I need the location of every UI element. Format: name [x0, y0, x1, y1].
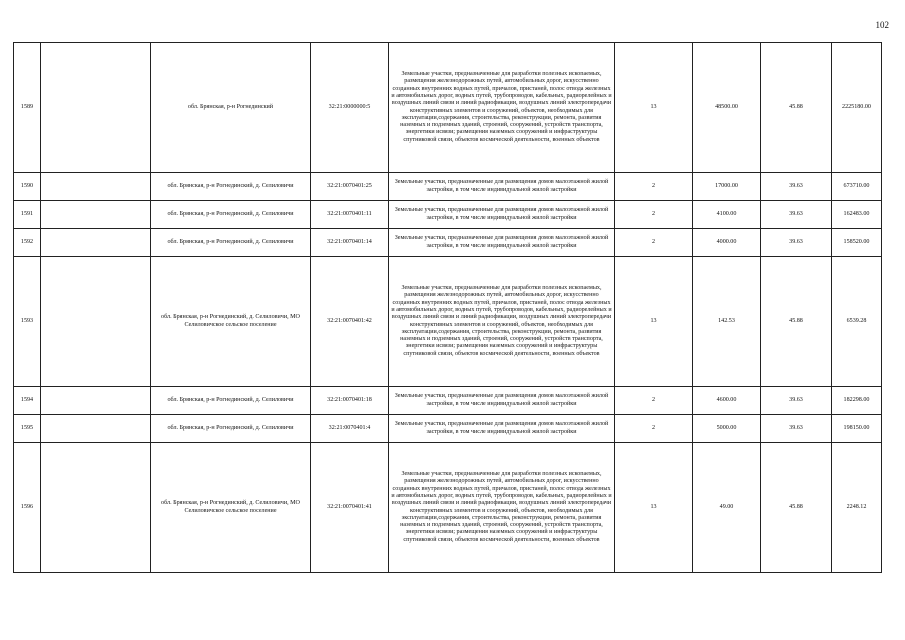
table-row: [14, 43, 882, 173]
land-use-description-cell: Земельные участки, предназначенные для размещения домов малоэтажной жилой застройки, в том числе индивидуальной жилой застройки: [389, 201, 615, 229]
table-row: [14, 229, 882, 257]
rate-cell: 39.63: [761, 173, 832, 201]
category-cell: 2: [615, 201, 693, 229]
address-cell: обл. Брянская, р-н Рогнединский, д. Селиловичи, МО Селиловичское сельское поселение: [151, 257, 311, 387]
empty-cell: [41, 415, 151, 443]
rate-cell: 45.88: [761, 443, 832, 573]
cadastral-number-cell: 32:21:0070401:25: [311, 173, 389, 201]
land-use-description-cell: Земельные участки, предназначенные для размещения домов малоэтажной жилой застройки, в том числе индивидуальной жилой застройки: [389, 173, 615, 201]
land-use-description-cell: Земельные участки, предназначенные для размещения домов малоэтажной жилой застройки, в том числе индивидуальной жилой застройки: [389, 229, 615, 257]
cadastral-value-cell: 158520.00: [832, 229, 882, 257]
table-row: [14, 443, 882, 573]
cadastral-value-cell: 6539.28: [832, 257, 882, 387]
row-number-cell: 1590: [14, 173, 41, 201]
area-cell: 17000.00: [693, 173, 761, 201]
cadastral-value-cell: 2225180.00: [832, 43, 882, 173]
empty-cell: [41, 443, 151, 573]
address-cell: обл. Брянская, р-н Рогнединский, д. Селиловичи, МО Селиловичское сельское поселение: [151, 443, 311, 573]
land-use-description-cell: Земельные участки, предназначенные для разработки полезных ископаемых, размещения железнодорожных путей, автомобильных дорог, искусственно созданных внутренних водных путей, причалов, пристаней, полос отвода железных и автомобильных дорог, водных путей, трубопроводов, кабельных, радиорелейных и воздушных линий связи и линий радиофикации, воздушных линий электропередачи конструктивных элементов и сооружений, объектов, необходимых для эксплуатации,содержания, строительства, реконструкции, ремонта, развития наземных и подземных зданий, строений, сооружений, устройств транспорта, энергетики исвязи; размещения наземных сооружений и инфраструктуры спутниковой связи, объектов космической деятельности, военных объектов: [389, 443, 615, 573]
area-cell: 4100.00: [693, 201, 761, 229]
area-cell: 5000.00: [693, 415, 761, 443]
row-number-cell: 1593: [14, 257, 41, 387]
land-use-description-cell: Земельные участки, предназначенные для размещения домов малоэтажной жилой застройки, в том числе индивидуальной жилой застройки: [389, 387, 615, 415]
row-number-cell: 1589: [14, 43, 41, 173]
category-cell: 13: [615, 43, 693, 173]
category-cell: 2: [615, 387, 693, 415]
table-row: [14, 173, 882, 201]
rate-cell: 45.88: [761, 257, 832, 387]
rate-cell: 39.63: [761, 415, 832, 443]
category-cell: 13: [615, 443, 693, 573]
address-cell: обл. Брянская, р-н Рогнединский, д. Селиловичи: [151, 415, 311, 443]
area-cell: 48500.00: [693, 43, 761, 173]
rate-cell: 39.63: [761, 387, 832, 415]
area-cell: 4000.00: [693, 229, 761, 257]
area-cell: 49.00: [693, 443, 761, 573]
address-cell: обл. Брянская, р-н Рогнединский, д. Селиловичи: [151, 173, 311, 201]
row-number-cell: 1595: [14, 415, 41, 443]
address-cell: обл. Брянская, р-н Рогнединский: [151, 43, 311, 173]
row-number-cell: 1596: [14, 443, 41, 573]
empty-cell: [41, 173, 151, 201]
address-cell: обл. Брянская, р-н Рогнединский, д. Селиловичи: [151, 229, 311, 257]
cadastral-number-cell: 32:21:0070401:11: [311, 201, 389, 229]
rate-cell: 39.63: [761, 201, 832, 229]
cadastral-value-cell: 198150.00: [832, 415, 882, 443]
area-cell: 4600.00: [693, 387, 761, 415]
row-number-cell: 1594: [14, 387, 41, 415]
rate-cell: 45.88: [761, 43, 832, 173]
cadastral-value-cell: 182298.00: [832, 387, 882, 415]
cadastral-number-cell: 32:21:0070401:18: [311, 387, 389, 415]
land-use-description-cell: Земельные участки, предназначенные для разработки полезных ископаемых, размещения железнодорожных путей, автомобильных дорог, искусственно созданных внутренних водных путей, причалов, пристаней, полос отвода железных и автомобильных дорог, водных путей, трубопроводов, кабельных, радиорелейных и воздушных линий связи и линий радиофикации, воздушных линий электропередачи конструктивных элементов и сооружений, объектов, необходимых для эксплуатации,содержания, строительства, реконструкции, ремонта, развития наземных и подземных зданий, строений, сооружений, устройств транспорта, энергетики исвязи; размещения наземных сооружений и инфраструктуры спутниковой связи, объектов космической деятельности, военных объектов: [389, 257, 615, 387]
empty-cell: [41, 43, 151, 173]
cadastral-number-cell: 32:21:0070401:41: [311, 443, 389, 573]
table-row: [14, 415, 882, 443]
table-row: [14, 387, 882, 415]
address-cell: обл. Брянская, р-н Рогнединский, д. Селиловичи: [151, 387, 311, 415]
cadastral-number-cell: 32:21:0070401:14: [311, 229, 389, 257]
land-use-description-cell: Земельные участки, предназначенные для размещения домов малоэтажной жилой застройки, в том числе индивидуальной жилой застройки: [389, 415, 615, 443]
cadastral-number-cell: 32:21:0000000:5: [311, 43, 389, 173]
area-cell: 142.53: [693, 257, 761, 387]
category-cell: 2: [615, 173, 693, 201]
cadastral-value-cell: 2248.12: [832, 443, 882, 573]
cadastral-value-cell: 162483.00: [832, 201, 882, 229]
empty-cell: [41, 387, 151, 415]
cadastral-number-cell: 32:21:0070401:42: [311, 257, 389, 387]
cadastral-value-cell: 673710.00: [832, 173, 882, 201]
row-number-cell: 1591: [14, 201, 41, 229]
empty-cell: [41, 229, 151, 257]
land-registry-table: [13, 42, 882, 573]
empty-cell: [41, 257, 151, 387]
address-cell: обл. Брянская, р-н Рогнединский, д. Селиловичи: [151, 201, 311, 229]
page-number: 102: [875, 20, 889, 30]
category-cell: 2: [615, 415, 693, 443]
empty-cell: [41, 201, 151, 229]
category-cell: 13: [615, 257, 693, 387]
table-row: [14, 257, 882, 387]
cadastral-number-cell: 32:21:0070401:4: [311, 415, 389, 443]
category-cell: 2: [615, 229, 693, 257]
table-row: [14, 201, 882, 229]
land-use-description-cell: Земельные участки, предназначенные для разработки полезных ископаемых, размещения железнодорожных путей, автомобильных дорог, искусственно созданных внутренних водных путей, причалов, пристаней, полос отвода железных и автомобильных дорог, водных путей, трубопроводов, кабельных, радиорелейных и воздушных линий связи и линий радиофикации, воздушных линий электропередачи конструктивных элементов и сооружений, объектов, необходимых для эксплуатации,содержания, строительства, реконструкции, ремонта, развития наземных и подземных зданий, строений, сооружений, устройств транспорта, энергетики исвязи; размещения наземных сооружений и инфраструктуры спутниковой связи, объектов космической деятельности, военных объектов: [389, 43, 615, 173]
rate-cell: 39.63: [761, 229, 832, 257]
row-number-cell: 1592: [14, 229, 41, 257]
